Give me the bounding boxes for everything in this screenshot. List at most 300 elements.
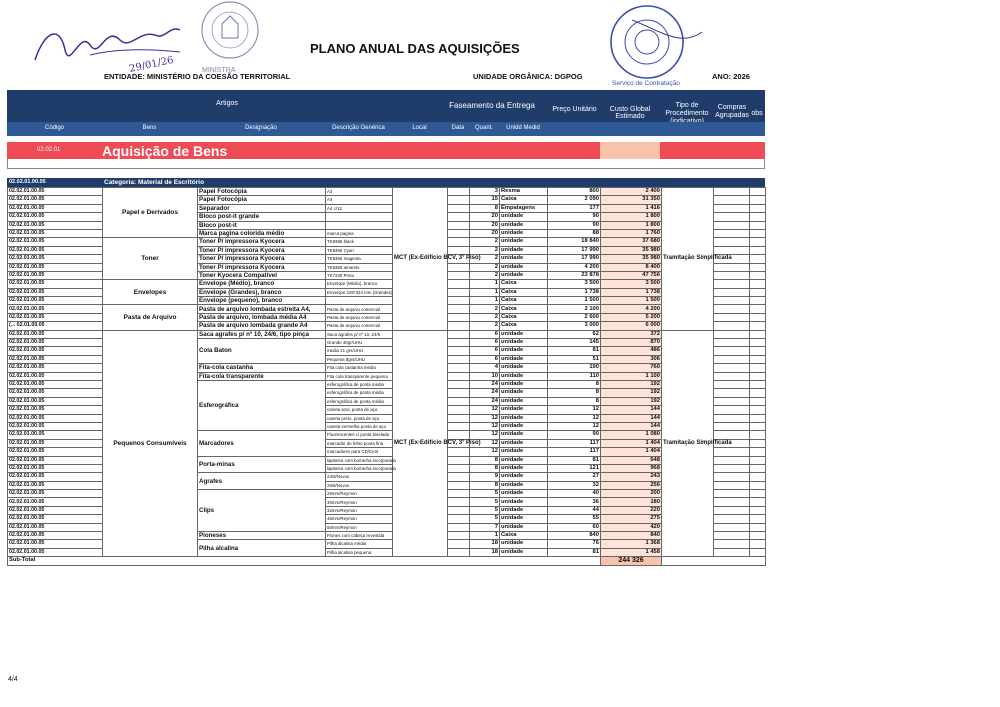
grouped-purchase-cell [714, 498, 750, 506]
generic-description: Pequena 8grs/UHU [326, 355, 393, 363]
unit-price: 3 500 [548, 280, 601, 288]
obs-cell [750, 523, 766, 531]
quantity: 2 [470, 238, 500, 246]
quantity: 12 [470, 431, 500, 439]
generic-description: esferográfica de ponta média [326, 397, 393, 405]
unit-measure: Caixa [500, 280, 548, 288]
global-cost: 144 [601, 414, 662, 422]
generic-description: TK8365 Cyan [326, 246, 393, 254]
date-cell [448, 397, 470, 405]
obs-cell [750, 422, 766, 430]
header-faseamento: Faseamento da Entrega [449, 101, 535, 110]
item-code: 02.02.01.00.05 [8, 506, 103, 514]
generic-description: marcadores para CD/Cent [326, 448, 393, 456]
grouped-purchase-cell [714, 364, 750, 372]
obs-cell [750, 406, 766, 414]
global-cost: 870 [601, 339, 662, 347]
date-cell [448, 515, 470, 523]
date-cell [448, 372, 470, 380]
unit-measure: unidade [500, 481, 548, 489]
unit-measure: unidade [500, 490, 548, 498]
quantity: 20 [470, 213, 500, 221]
item-code: 02.02.01.00.05 [8, 188, 103, 196]
local-cell: MCT (Ex-Edifício BCV, 3º Piso) [393, 330, 448, 557]
unit-measure: Caixa [500, 322, 548, 330]
date-cell [448, 523, 470, 531]
designation: Papel Fotocópia [198, 196, 326, 204]
unit-measure: unidade [500, 540, 548, 548]
date-cell [448, 481, 470, 489]
date-cell [448, 414, 470, 422]
quantity: 4 [470, 364, 500, 372]
grouped-purchase-cell [714, 221, 750, 229]
unit-measure: unidade [500, 246, 548, 254]
signature [30, 10, 190, 80]
grouped-purchase-cell [714, 280, 750, 288]
year-label: ANO: 2026 [712, 72, 750, 81]
item-code: 02.02.01.00.05 [8, 515, 103, 523]
generic-description: 24/6/Novus [326, 473, 393, 481]
obs-cell [750, 473, 766, 481]
global-cost: 1 760 [601, 229, 662, 237]
date-cell [448, 506, 470, 514]
global-cost: 144 [601, 422, 662, 430]
unit-measure: Caixa [500, 297, 548, 305]
designation-group: Marcadores [198, 431, 326, 456]
grouped-purchase-cell [714, 389, 750, 397]
designation-group: Cola Baton [198, 339, 326, 364]
date-cell [448, 422, 470, 430]
date-cell [448, 540, 470, 548]
date-cell [448, 406, 470, 414]
obs-cell [750, 196, 766, 204]
ministry-seal [180, 0, 290, 80]
generic-description: Piones com cabeça revestida [326, 532, 393, 540]
generic-description: TK8365 amarelo [326, 263, 393, 271]
quantity: 6 [470, 347, 500, 355]
date-cell [448, 548, 470, 556]
global-cost: 1 368 [601, 540, 662, 548]
global-cost: 1 404 [601, 439, 662, 447]
date-cell [448, 456, 470, 464]
grouped-purchase-cell [714, 204, 750, 212]
table-header-bottom [7, 122, 765, 136]
unit-measure: unidade [500, 389, 548, 397]
quantity: 5 [470, 498, 500, 506]
header-compras: Compras Agrupadas [715, 104, 749, 119]
obs-cell [750, 313, 766, 321]
designation: Pasta de arquivo lombada estreita A4, [198, 305, 326, 313]
obs-cell [750, 204, 766, 212]
date-cell [448, 297, 470, 305]
unit-measure: unidade [500, 255, 548, 263]
grouped-purchase-cell [714, 305, 750, 313]
global-cost: 840 [601, 532, 662, 540]
quantity: 1 [470, 532, 500, 540]
designation: Fita-cola castanha [198, 364, 326, 372]
blank-row [7, 159, 765, 169]
item-code: 02.02.01.00.05 [8, 288, 103, 296]
unit-price: 1 500 [548, 297, 601, 305]
obs-cell [750, 339, 766, 347]
unit-price: 12 [548, 422, 601, 430]
generic-description: caneta vermelha ponta de aço [326, 422, 393, 430]
grouped-purchase-cell [714, 238, 750, 246]
unit-price: 12 [548, 406, 601, 414]
generic-description: esferográfica de ponta média [326, 389, 393, 397]
generic-description: TK8365 magenta [326, 255, 393, 263]
obs-cell [750, 355, 766, 363]
designation: Fita-cola transparente [198, 372, 326, 380]
global-cost: 220 [601, 506, 662, 514]
grouped-purchase-cell [714, 347, 750, 355]
unit-measure: unidade [500, 364, 548, 372]
header-data: Data [451, 125, 465, 131]
global-cost: 35 980 [601, 255, 662, 263]
unit-measure: unidade [500, 271, 548, 279]
unit-measure: unidade [500, 263, 548, 271]
global-cost: 37 680 [601, 238, 662, 246]
item-code: 02.02.01.00.05 [8, 389, 103, 397]
obs-cell [750, 506, 766, 514]
unit-price: 55 [548, 515, 601, 523]
item-code: 02.02.01.00.05 [8, 523, 103, 531]
date-cell [448, 347, 470, 355]
grouped-purchase-cell [714, 464, 750, 472]
quantity: 2 [470, 246, 500, 254]
grouped-purchase-cell [714, 473, 750, 481]
quantity: 12 [470, 406, 500, 414]
unit-measure: unidade [500, 213, 548, 221]
item-code: 02.02.01.00.05 [8, 364, 103, 372]
header-descricao: Descrição Genérica [332, 125, 385, 131]
item-code: 02.02.01.00.05 [8, 422, 103, 430]
item-code: 02.02.01.00.05 [8, 347, 103, 355]
date-cell [448, 188, 470, 196]
table-row [8, 330, 766, 338]
quantity: 1 [470, 288, 500, 296]
item-code: 02.02.01.00.05 [8, 297, 103, 305]
unit-price: 190 [548, 364, 601, 372]
generic-description: Fita cola castanha média [326, 364, 393, 372]
unit-measure: unidade [500, 548, 548, 556]
item-code: 02.02.01.00.05 [8, 196, 103, 204]
quantity: 2 [470, 305, 500, 313]
designation-group: Esferográfica [198, 380, 326, 430]
grouped-purchase-cell [714, 330, 750, 338]
generic-description: Envelope 229*324 mm (Grandes) [327, 289, 393, 295]
global-cost: 192 [601, 389, 662, 397]
bens-group: Toner [103, 238, 198, 280]
obs-cell [750, 380, 766, 388]
date-cell [448, 204, 470, 212]
unit-price: 8 [548, 389, 601, 397]
subtotal-value: 244 326 [601, 557, 662, 565]
generic-description: Fita cola transparente pequena [326, 372, 393, 380]
unit-measure: Resma [500, 188, 548, 196]
unit-measure: unidade [500, 380, 548, 388]
global-cost: 1 416 [601, 204, 662, 212]
generic-description: Saca agrafes p/ nº 10, 24/6 [326, 330, 393, 338]
unit-measure: unidade [500, 414, 548, 422]
grouped-purchase-cell [714, 422, 750, 430]
designation: Bloco post-it grande [198, 213, 326, 221]
item-code: 02.02.01.00.05 [8, 397, 103, 405]
quantity: 12 [470, 448, 500, 456]
quantity: 6 [470, 339, 500, 347]
obs-cell [750, 330, 766, 338]
quantity: 7 [470, 523, 500, 531]
obs-cell [750, 322, 766, 330]
grouped-purchase-cell [714, 313, 750, 321]
date-cell [448, 305, 470, 313]
item-code: 02.02.01.00.05 [8, 548, 103, 556]
global-cost: 1 500 [601, 297, 662, 305]
global-cost: 192 [601, 380, 662, 388]
header-tipo: Tipo de Procedimento [665, 102, 709, 117]
obs-cell [750, 540, 766, 548]
quantity: 8 [470, 481, 500, 489]
unit-measure: unidade [500, 221, 548, 229]
obs-cell [750, 238, 766, 246]
unit-price: 81 [548, 548, 601, 556]
svg-text:29/01/26: 29/01/26 [128, 54, 175, 75]
global-cost: 372 [601, 330, 662, 338]
item-code: 02.02.01.00.05 [8, 448, 103, 456]
header-custo: Custo Global Estimado [609, 106, 651, 120]
date-cell [448, 532, 470, 540]
bens-group: Pasta de Arquivo [103, 305, 198, 330]
quantity: 20 [470, 229, 500, 237]
global-cost: 35 980 [601, 246, 662, 254]
category-row [7, 178, 765, 187]
unit-measure: unidade [500, 506, 548, 514]
quantity: 12 [470, 422, 500, 430]
svg-text:MINISTRA: MINISTRA [202, 67, 236, 74]
item-code: 02.02.01.00.05 [8, 414, 103, 422]
generic-description: caneta azul, ponta de aço [326, 406, 393, 414]
section-name: Aquisição de Bens [102, 143, 228, 159]
designation: Papel Fotocópia [198, 188, 326, 196]
global-cost: 1 738 [601, 288, 662, 296]
unit-price: 90 [548, 221, 601, 229]
grouped-purchase-cell [714, 229, 750, 237]
designation: Pasta de arquivo lombada grande A4 [198, 322, 326, 330]
designation: Pioneses [198, 532, 326, 540]
global-cost: 1 458 [601, 548, 662, 556]
global-cost: 192 [601, 397, 662, 405]
grouped-purchase-cell [714, 481, 750, 489]
unit-measure: unidade [500, 355, 548, 363]
grouped-purchase-cell [714, 297, 750, 305]
item-code: 02.02.01.00.05 [8, 498, 103, 506]
unit-price: 2 600 [548, 313, 601, 321]
generic-description: 25mm/Reymon [326, 490, 393, 498]
unit-price: 4 200 [548, 263, 601, 271]
unit-price: 90 [548, 431, 601, 439]
unit-measure: unidade [500, 464, 548, 472]
table-header-top [7, 90, 765, 122]
quantity: 18 [470, 548, 500, 556]
header-quant: Quant. [474, 125, 493, 131]
global-cost: 243 [601, 473, 662, 481]
unit-price: 27 [548, 473, 601, 481]
procedure-type: Tramitação Simplificada [662, 330, 714, 557]
unit-price: 76 [548, 540, 601, 548]
designation: Bloco post-it [198, 221, 326, 229]
global-cost: 1 080 [601, 431, 662, 439]
item-code: 02.02.01.00.05 [8, 431, 103, 439]
global-cost: 968 [601, 464, 662, 472]
subtotal-row [8, 557, 766, 565]
generic-description: Grande 40gr/UHU [326, 339, 393, 347]
header-unidd: Unidd Medid [506, 125, 540, 131]
global-cost: 3 500 [601, 280, 662, 288]
unit-price: 1 738 [548, 288, 601, 296]
obs-cell [750, 498, 766, 506]
item-code: 02.02.01.00.05 [8, 280, 103, 288]
items-table [7, 187, 766, 566]
designation: Envelope (Médio), branco [198, 280, 326, 288]
generic-description: 50mm/Reymon [326, 523, 393, 531]
unit-measure: unidade [500, 397, 548, 405]
subtotal-label: Sub-Total [8, 557, 601, 565]
generic-description: Pasta de arquivo comercial [326, 322, 393, 330]
generic-description: TK7230 Preto [326, 271, 393, 279]
unit-measure: Caixa [500, 305, 548, 313]
section-row [7, 142, 765, 159]
page-title: PLANO ANUAL DAS AQUISIÇÕES [310, 41, 520, 56]
quantity: 24 [470, 397, 500, 405]
generic-description: 26/6/Novus [326, 481, 393, 489]
unit-measure: unidade [500, 515, 548, 523]
date-cell [448, 271, 470, 279]
quantity: 10 [470, 372, 500, 380]
quantity: 8 [470, 464, 500, 472]
obs-cell [750, 481, 766, 489]
global-cost: 5 200 [601, 313, 662, 321]
generic-description: lapiseira com borracha incorporada [327, 465, 396, 471]
unit-measure: unidade [500, 339, 548, 347]
table-row [8, 188, 766, 196]
quantity: 20 [470, 221, 500, 229]
item-code: 02.02.01.00.05 [8, 473, 103, 481]
header-local: Local [412, 125, 427, 131]
global-cost: 486 [601, 347, 662, 355]
entity-label: ENTIDADE: MINISTÉRIO DA COESÃO TERRITORIAL [104, 72, 291, 81]
unit-measure: Caixa [500, 196, 548, 204]
item-code: 02.02.01.00.05 [8, 263, 103, 271]
grouped-purchase-cell [714, 548, 750, 556]
unit-price: 800 [548, 188, 601, 196]
unit-price: 2 090 [548, 196, 601, 204]
obs-cell [750, 548, 766, 556]
obs-cell [750, 263, 766, 271]
obs-cell [750, 246, 766, 254]
grouped-purchase-cell [714, 263, 750, 271]
quantity: 3 [470, 188, 500, 196]
bens-group: Papel e Derivados [103, 188, 198, 238]
table-row [8, 238, 766, 246]
unit-price: 81 [548, 456, 601, 464]
generic-description: 32mm/Reymon [326, 506, 393, 514]
grouped-purchase-cell [714, 490, 750, 498]
category-code: 02.02.01.00.05 [9, 179, 46, 185]
date-cell [448, 389, 470, 397]
date-cell [448, 221, 470, 229]
date-cell [448, 490, 470, 498]
acquisition-table [7, 90, 765, 566]
designation: Envelope (Grandes), branco [198, 288, 326, 296]
generic-description [326, 297, 393, 305]
designation: Envelope (pequeno), branco [198, 297, 326, 305]
global-cost: 2 400 [601, 188, 662, 196]
designation: Toner P/ impressora Kyocera [198, 263, 326, 271]
generic-description: A4 [326, 196, 393, 204]
items-body [8, 188, 766, 566]
obs-cell [750, 397, 766, 405]
obs-cell [750, 490, 766, 498]
unit-price: 3 000 [548, 322, 601, 330]
date-cell [448, 280, 470, 288]
quantity: 24 [470, 389, 500, 397]
unit-price: 60 [548, 523, 601, 531]
obs-cell [750, 221, 766, 229]
grouped-purchase-cell [714, 380, 750, 388]
category-name: Categoria: Material de Escritório [104, 179, 205, 186]
grouped-purchase-cell [714, 506, 750, 514]
designation-group: Agrafes [198, 473, 326, 490]
date-cell [448, 380, 470, 388]
table-row [8, 305, 766, 313]
unit-measure: unidade [500, 498, 548, 506]
date-cell [448, 196, 470, 204]
global-cost: 420 [601, 523, 662, 531]
global-cost: 1 100 [601, 372, 662, 380]
obs-cell [750, 389, 766, 397]
grouped-purchase-cell [714, 213, 750, 221]
obs-cell [750, 439, 766, 447]
header-designacao: Designação [245, 125, 277, 131]
obs-cell [750, 364, 766, 372]
global-cost: 1 800 [601, 221, 662, 229]
generic-description: Fluorescentes c/ ponta biselada [326, 431, 393, 439]
generic-description: media 21 grs/UHU [326, 347, 393, 355]
item-code: 02.02.01.00.05 [8, 464, 103, 472]
designation: Pasta de arquivo, lombada média A4 [198, 313, 326, 321]
item-code: 02.02.01.00.05 [8, 532, 103, 540]
global-cost: 144 [601, 406, 662, 414]
obs-cell [750, 464, 766, 472]
obs-cell [750, 515, 766, 523]
unit-price: 40 [548, 490, 601, 498]
item-code: 02.02.01.00.05 [8, 204, 103, 212]
generic-description: marcador de feltro ponta fina [326, 439, 393, 447]
quantity: 2 [470, 263, 500, 271]
date-cell [448, 213, 470, 221]
item-code: 02.02.01.00.05 [8, 213, 103, 221]
generic-description [326, 213, 393, 221]
svg-text:Serviço de Contratação: Serviço de Contratação [612, 80, 680, 87]
unit-price: 8 [548, 397, 601, 405]
item-code: 02.02.01.00.05 [8, 313, 103, 321]
generic-description [326, 221, 393, 229]
date-cell [448, 498, 470, 506]
generic-description: Pilha alcalina pequena [326, 548, 393, 556]
obs-cell [750, 431, 766, 439]
obs-cell [750, 456, 766, 464]
quantity: 5 [470, 515, 500, 523]
